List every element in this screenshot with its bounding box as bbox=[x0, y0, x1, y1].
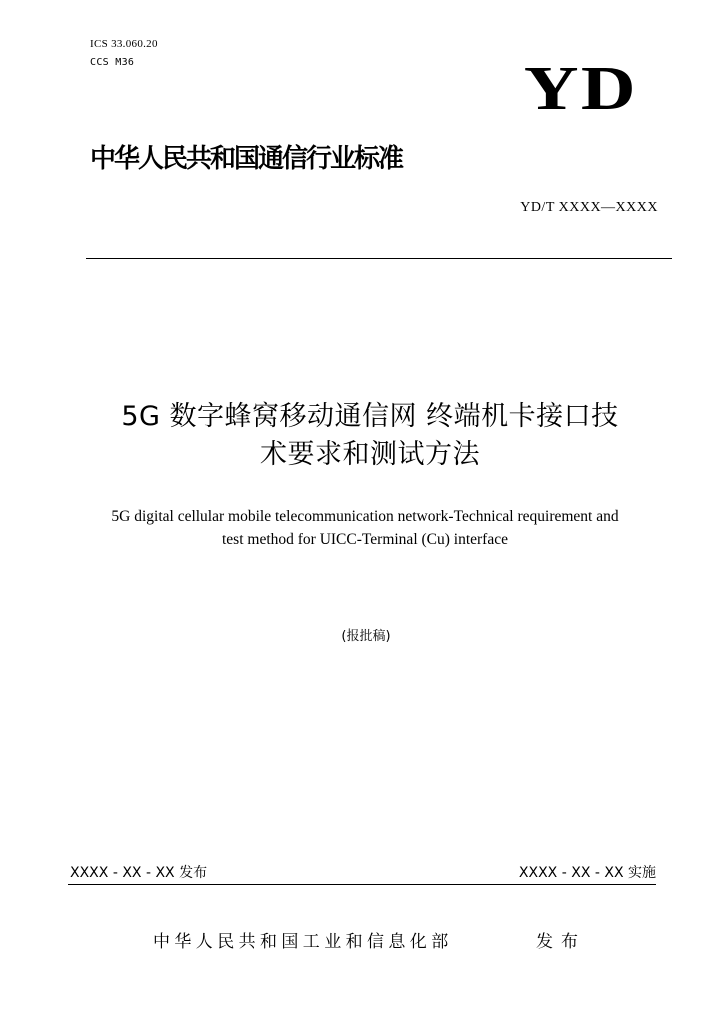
implement-date: XXXX - XX - XX 实施 bbox=[518, 865, 656, 881]
standard-number: YD/T XXXX—XXXX bbox=[520, 200, 658, 215]
industry-standard-title: 中华人民共和国通信行业标准 bbox=[90, 144, 403, 174]
ics-code: ICS 33.060.20 bbox=[90, 38, 158, 50]
top-divider bbox=[86, 258, 672, 259]
chinese-title-line-2: 术要求和测试方法 bbox=[260, 439, 480, 470]
ccs-code: CCS M36 bbox=[90, 57, 135, 68]
english-title-line-1: 5G digital cellular mobile telecommunication network-Technical requirement and bbox=[111, 508, 619, 525]
bottom-divider bbox=[68, 884, 656, 885]
english-title bbox=[70, 505, 660, 551]
chinese-title-line-1: 5G 数字蜂窝移动通信网 终端机卡接口技 bbox=[121, 401, 619, 432]
draft-status: (报批稿) bbox=[341, 629, 391, 644]
publisher-name: 中华人民共和国工业和信息化部 bbox=[153, 932, 453, 952]
chinese-title bbox=[70, 398, 670, 474]
yd-logo: YD bbox=[523, 55, 638, 123]
publish-label: 发布 bbox=[536, 932, 586, 952]
publish-date: XXXX - XX - XX 发布 bbox=[70, 865, 208, 881]
english-title-line-2: test method for UICC-Terminal (Cu) interface bbox=[221, 531, 508, 548]
